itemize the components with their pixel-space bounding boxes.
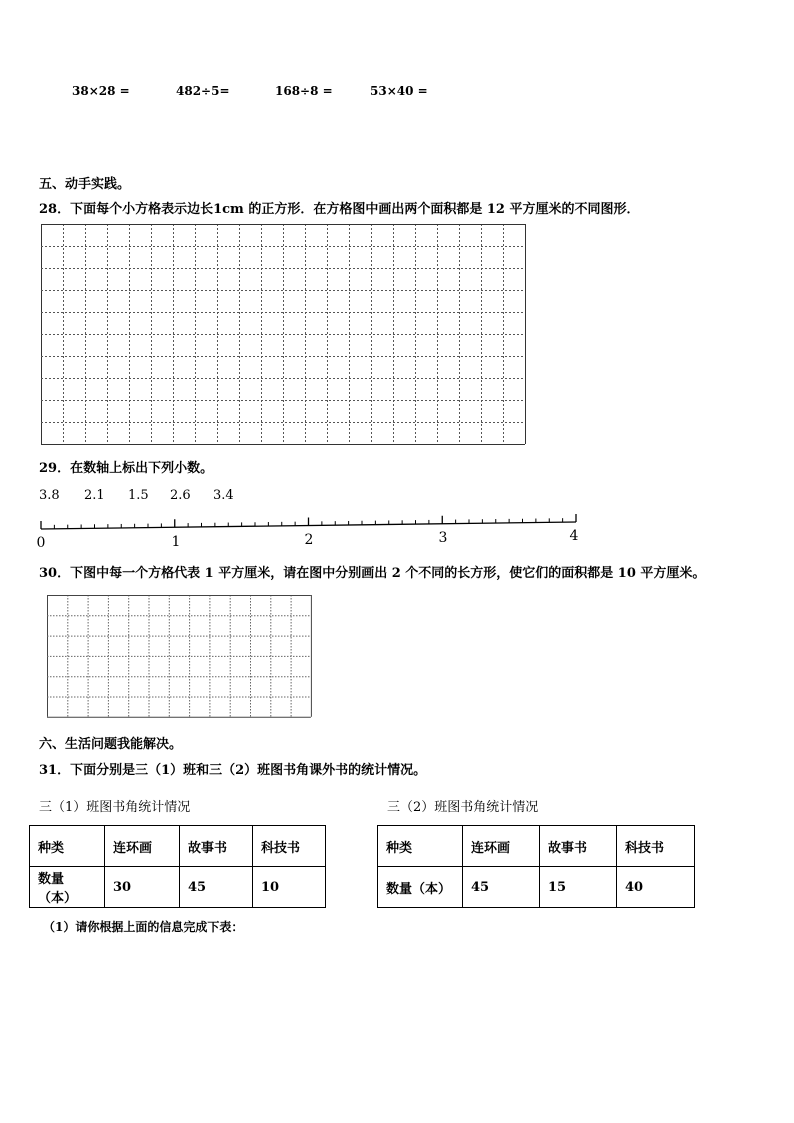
table2-title: 三（2）班图书角统计情况: [387, 800, 539, 815]
calc-item-2: 482÷5=: [176, 84, 230, 98]
calc-item-1: 38×28 =: [72, 84, 130, 98]
stats-table-class2: [377, 825, 695, 908]
table-cell: 故事书: [540, 826, 617, 867]
square-grid-q30[interactable]: [47, 595, 313, 719]
table-cell: 连环画: [463, 826, 540, 867]
table-cell: 数量（本）: [378, 867, 463, 908]
decimal-1: 3.8: [39, 488, 60, 503]
table-cell: 种类: [378, 826, 463, 867]
table-cell: 种类: [30, 826, 105, 867]
table-row: [378, 826, 695, 867]
decimal-3: 1.5: [128, 488, 149, 503]
table-row: [378, 867, 695, 908]
table-cell: 30: [105, 867, 180, 908]
axis-label-3: 3: [438, 530, 448, 546]
axis-label-0: 0: [36, 535, 46, 551]
question-31-part1: （1）请你根据上面的信息完成下表：: [43, 920, 244, 934]
table-cell: 连环画: [105, 826, 180, 867]
square-grid-q28[interactable]: [41, 224, 527, 446]
axis-label-4: 4: [569, 528, 579, 544]
table-cell: 数量（本）: [30, 867, 105, 908]
table-cell: 15: [540, 867, 617, 908]
table-cell: 科技书: [253, 826, 326, 867]
calc-item-4: 53×40 =: [370, 84, 428, 98]
question-31: 31．下面分别是三（1）班和三（2）班图书角课外书的统计情况。: [39, 763, 427, 778]
table1-title: 三（1）班图书角统计情况: [39, 800, 191, 815]
number-line[interactable]: [36, 515, 586, 551]
table-cell: 45: [180, 867, 253, 908]
table-row: [30, 867, 326, 908]
section-heading-5: 五、动手实践。: [39, 177, 131, 192]
question-28: 28．下面每个小方格表示边长1cm 的正方形．在方格图中画出两个面积都是 12 平方厘米的不同图形．: [39, 202, 640, 217]
table-cell: 40: [617, 867, 695, 908]
table-cell: 45: [463, 867, 540, 908]
axis-label-2: 2: [304, 532, 314, 548]
calc-item-3: 168÷8 =: [275, 84, 333, 98]
table-cell: 故事书: [180, 826, 253, 867]
section-heading-6: 六、生活问题我能解决。: [39, 737, 183, 752]
axis-label-1: 1: [171, 534, 181, 550]
table-cell: 10: [253, 867, 326, 908]
table-cell: 科技书: [617, 826, 695, 867]
question-30: 30．下图中每一个方格代表 1 平方厘米，请在图中分别画出 2 个不同的长方形，使它们的面积都是 10 平方厘米。: [39, 566, 706, 581]
question-29: 29．在数轴上标出下列小数。: [39, 461, 214, 476]
stats-table-class1: [29, 825, 326, 908]
decimal-5: 3.4: [213, 488, 234, 503]
decimal-2: 2.1: [84, 488, 105, 503]
decimal-4: 2.6: [170, 488, 191, 503]
table-row: [30, 826, 326, 867]
